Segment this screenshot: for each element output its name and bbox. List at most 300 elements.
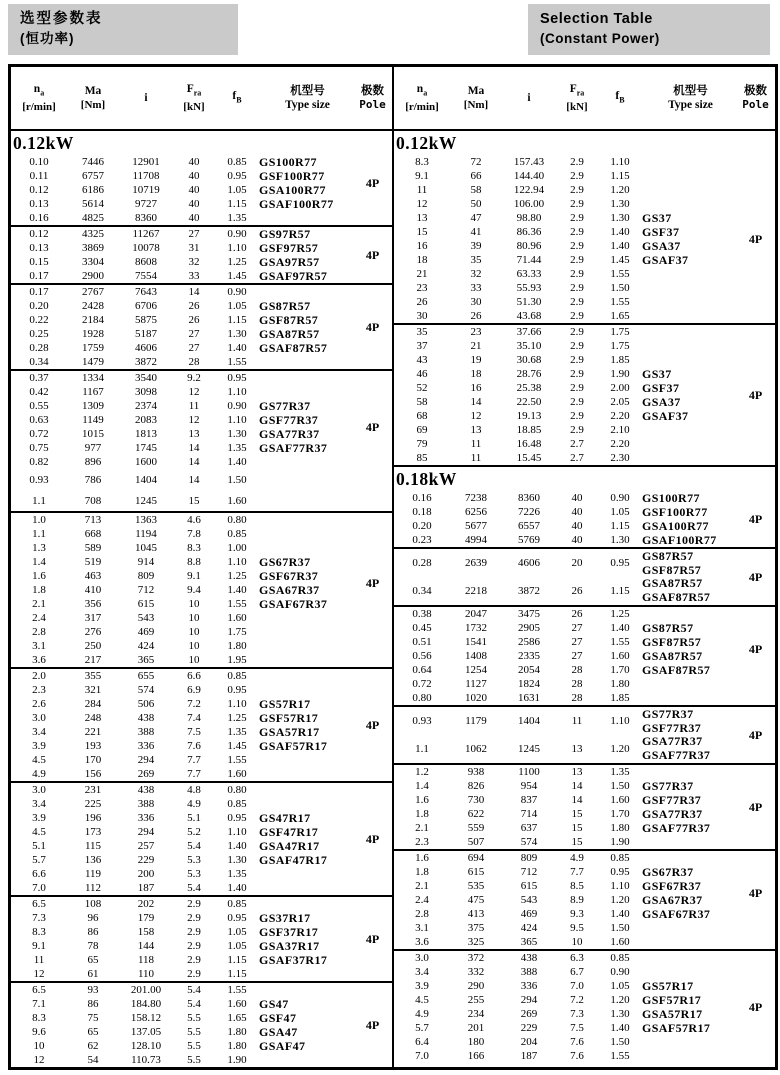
cell-fra: 15: [188, 494, 200, 507]
type-size-label: GSAF77R37: [642, 747, 711, 762]
cell-fb: 1.90: [227, 1054, 247, 1066]
cell-ma: 356: [84, 598, 102, 610]
cell-fb: 1.40: [227, 882, 247, 894]
table-row: [394, 155, 775, 169]
cell-ma: 519: [84, 556, 102, 568]
cell-i: 336: [520, 980, 538, 992]
cell-ma: 977: [84, 442, 102, 454]
cell-ma: 1541: [465, 636, 487, 648]
type-group: [11, 155, 392, 225]
cell-na: 1.8: [415, 808, 429, 820]
pole-value: 4P: [365, 717, 380, 732]
cell-fb: 0.90: [610, 966, 630, 978]
cell-fb: 2.30: [610, 452, 630, 464]
cell-i: 16.48: [516, 438, 542, 450]
cell-fra: 10: [188, 626, 200, 638]
cell-fra: 9.2: [187, 372, 201, 384]
table-row: [394, 663, 775, 677]
type-group: [11, 283, 392, 369]
cell-na: 7.0: [32, 882, 46, 894]
cell-type-size: GSF77R37: [642, 792, 702, 807]
cell-ma: 2184: [82, 314, 104, 326]
cell-i: 1245: [518, 743, 540, 755]
cell-ma: 47: [470, 212, 482, 224]
cell-na: 0.72: [29, 428, 49, 440]
cell-i: 201.00: [130, 984, 162, 996]
cell-i: 424: [520, 922, 538, 934]
cell-i: 86.36: [516, 226, 542, 238]
cell-ma: 1020: [465, 692, 487, 704]
table-row: [394, 893, 775, 907]
cell-ma: 668: [84, 528, 102, 540]
cell-i: 543: [520, 894, 538, 906]
cell-type-size: GSA47R17: [259, 838, 320, 853]
pole-value: 4P: [365, 931, 380, 946]
table-row: [394, 281, 775, 295]
cell-fra: 7.7: [187, 754, 201, 766]
table-row: [11, 569, 392, 583]
table-row: [11, 697, 392, 711]
cell-i: 2586: [518, 636, 540, 648]
cell-fb: 1.85: [610, 692, 630, 704]
cell-fra: 9.1: [187, 570, 201, 582]
pole-value: 4P: [365, 1017, 380, 1032]
table-row: [394, 993, 775, 1007]
cell-fb: 1.35: [610, 766, 630, 778]
type-size-label: GSAF87R57: [642, 589, 711, 604]
cell-fb: 1.65: [227, 1012, 247, 1024]
cell-fb: 1.15: [227, 198, 247, 210]
cell-i: 200: [137, 868, 155, 880]
type-size-label: GSA87R57: [642, 576, 703, 590]
table-row: [394, 169, 775, 183]
cell-fra: 5.5: [187, 1026, 201, 1038]
cell-i: 30.68: [516, 354, 542, 366]
table-row: [394, 211, 775, 225]
cell-i: 51.30: [516, 296, 542, 308]
pole-value: 4P: [748, 569, 763, 584]
cell-i: 187: [520, 1050, 538, 1062]
cell-na: 3.4: [32, 726, 46, 738]
cell-type-size: GSF37R17: [259, 924, 319, 939]
cell-fra: 8.5: [570, 880, 584, 892]
table-row: [11, 783, 392, 797]
cell-na: 4.5: [32, 826, 46, 838]
cell-i: 7554: [135, 270, 157, 282]
cell-na: 7.1: [32, 998, 46, 1010]
cell-fb: 1.20: [610, 743, 630, 755]
table-row: [394, 1035, 775, 1049]
cell-ma: 156: [84, 768, 102, 780]
cell-fb: 1.25: [227, 712, 247, 724]
cell-ma: 58: [470, 184, 482, 196]
cell-type-size: GSF87R57: [642, 634, 702, 649]
cell-i: 22.50: [516, 396, 542, 408]
cell-type-size: GSAF87R57: [642, 662, 711, 677]
table-row: [11, 313, 392, 327]
cell-fra: 14: [188, 456, 200, 468]
cell-fra: 8.9: [570, 894, 584, 906]
cell-fb: 1.10: [227, 386, 247, 398]
cell-i: 6706: [135, 300, 157, 312]
cell-fb: 1.40: [227, 840, 247, 852]
cell-i: 1194: [135, 528, 157, 540]
cell-i: 714: [520, 808, 538, 820]
cell-i: 28.76: [516, 368, 542, 380]
cell-ma: 93: [87, 984, 99, 996]
cell-type-size: GSF97R57: [259, 240, 319, 255]
cell-i: 469: [137, 626, 155, 638]
column-header-type-size: 机型号 Type size: [285, 85, 330, 111]
table-row: [394, 533, 775, 547]
cell-ma: 86: [87, 998, 99, 1010]
cell-fb: 1.60: [610, 650, 630, 662]
column-header-ma: Ma [Nm]: [463, 85, 489, 111]
cell-na: 0.45: [412, 622, 432, 634]
table-row: [11, 541, 392, 555]
cell-fra: 12: [188, 386, 200, 398]
cell-fb: 1.35: [227, 726, 247, 738]
cell-i: 257: [137, 840, 155, 852]
cell-i: 9727: [135, 198, 157, 210]
cell-i: 294: [520, 994, 538, 1006]
cell-i: 7226: [518, 506, 540, 518]
cell-fb: 1.75: [610, 326, 630, 338]
cell-fra: 40: [571, 534, 583, 546]
table-row: [394, 835, 775, 849]
cell-fra: 40: [188, 156, 200, 168]
type-group: [394, 605, 775, 705]
cell-fra: 2.9: [187, 926, 201, 938]
cell-fra: 7.0: [570, 980, 584, 992]
title-box-english: [528, 4, 770, 55]
cell-ma: 375: [467, 922, 485, 934]
cell-fra: 5.3: [187, 854, 201, 866]
table-row: [394, 691, 775, 705]
cell-fb: 1.45: [227, 740, 247, 752]
cell-fra: 7.5: [187, 726, 201, 738]
cell-i: 106.00: [513, 198, 545, 210]
table-row: [394, 765, 775, 779]
cell-i: 2905: [518, 622, 540, 634]
cell-na: 11: [416, 184, 428, 196]
cell-ma: 225: [84, 798, 102, 810]
cell-fb: 1.10: [610, 156, 630, 168]
cell-type-size: GSAF100R77: [642, 532, 717, 547]
cell-i: 204: [520, 1036, 538, 1048]
table-row: [394, 951, 775, 965]
cell-na: 1.8: [415, 866, 429, 878]
cell-type-size: GSA87R57: [259, 326, 320, 341]
cell-na: 0.16: [29, 212, 49, 224]
cell-fb: 1.15: [610, 520, 630, 532]
cell-i: 365: [520, 936, 538, 948]
cell-type-size: GS87R57: [259, 298, 311, 313]
cell-fb: 1.40: [227, 342, 247, 354]
cell-fb: 1.15: [610, 585, 630, 597]
cell-fb: 2.10: [610, 424, 630, 436]
table-row: [11, 953, 392, 967]
cell-na: 13: [416, 212, 428, 224]
cell-fb: 1.15: [227, 954, 247, 966]
table-row: [394, 267, 775, 281]
cell-i: 8360: [518, 492, 540, 504]
cell-fra: 7.8: [187, 528, 201, 540]
cell-i: 424: [137, 640, 155, 652]
selection-table: [8, 64, 778, 1070]
cell-na: 0.28: [412, 557, 432, 569]
cell-i: 388: [520, 966, 538, 978]
cell-fra: 5.4: [187, 840, 201, 852]
cell-ma: 276: [84, 626, 102, 638]
cell-na: 0.13: [29, 242, 49, 254]
cell-i: 179: [137, 912, 155, 924]
cell-i: 615: [520, 880, 538, 892]
cell-fra: 2.9: [570, 310, 584, 322]
cell-na: 21: [416, 268, 428, 280]
table-row: [394, 979, 775, 993]
cell-type-size: GSAF67R37: [259, 596, 328, 611]
table-row: [11, 669, 392, 683]
cell-fb: 1.40: [610, 226, 630, 238]
type-group: [11, 511, 392, 667]
cell-ma: 250: [84, 640, 102, 652]
cell-ma: 33: [470, 282, 482, 294]
column-header-fb: $f_B$: [615, 89, 625, 105]
cell-i: 80.96: [516, 240, 542, 252]
type-size-label: GS87R57: [642, 549, 694, 563]
cell-type-size: GSA37R17: [259, 938, 320, 953]
cell-na: 0.38: [412, 608, 432, 620]
cell-fra: 27: [188, 228, 200, 240]
cell-fra: 2.9: [187, 968, 201, 980]
cell-na: 0.80: [412, 692, 432, 704]
cell-ma: 475: [467, 894, 485, 906]
cell-ma: 321: [84, 684, 102, 696]
cell-ma: 14: [470, 396, 482, 408]
cell-na: 0.42: [29, 386, 49, 398]
cell-na: 52: [416, 382, 428, 394]
table-row: [11, 399, 392, 413]
cell-ma: 938: [467, 766, 485, 778]
cell-i: 655: [137, 670, 155, 682]
table-row: [11, 867, 392, 881]
table-row: [11, 299, 392, 313]
cell-i: 336: [137, 740, 155, 752]
table-row: [394, 921, 775, 935]
cell-na: 0.37: [29, 372, 49, 384]
cell-fra: 5.3: [187, 868, 201, 880]
cell-ma: 1408: [465, 650, 487, 662]
cell-fb: 1.20: [610, 184, 630, 196]
table-row: [394, 1021, 775, 1035]
cell-fra: 2.9: [570, 198, 584, 210]
cell-na: 1.4: [415, 780, 429, 792]
type-size-label: GSF77R37: [642, 720, 702, 735]
cell-type-size: GS67R37: [259, 554, 311, 569]
cell-fb: 0.85: [227, 528, 247, 540]
cell-ma: 119: [84, 868, 102, 880]
table-row: [394, 821, 775, 835]
cell-i: 574: [137, 684, 155, 696]
cell-fra: 2.9: [187, 898, 201, 910]
cell-type-size: GS37R17: [259, 910, 311, 925]
cell-ma: 535: [467, 880, 485, 892]
cell-ma: 16: [470, 382, 482, 394]
cell-type-size: GSF67R37: [642, 878, 702, 893]
cell-i: 122.94: [513, 184, 545, 196]
cell-fra: 15: [571, 836, 583, 848]
cell-i: 110: [137, 968, 155, 980]
table-row: [394, 907, 775, 921]
cell-ma: 112: [84, 882, 102, 894]
cell-type-size: GSF47R17: [259, 824, 319, 839]
cell-type-size: GSAF77R37: [259, 440, 328, 455]
table-row: [11, 490, 392, 511]
table-row: [11, 853, 392, 867]
cell-i: 3872: [135, 356, 157, 368]
table-row: [11, 1025, 392, 1039]
cell-na: 7.3: [32, 912, 46, 924]
page-title-zh: 选型参数表: [20, 11, 103, 27]
cell-fra: 2.7: [570, 452, 584, 464]
cell-type-size: GS100R77: [259, 154, 317, 169]
cell-type-size: GS77R37: [259, 398, 311, 413]
table-row: [394, 851, 775, 865]
cell-fb: 2.00: [610, 382, 630, 394]
cell-ma: 54: [87, 1054, 99, 1066]
cell-fb: 1.80: [227, 1040, 247, 1052]
table-row: [11, 427, 392, 441]
cell-i: 3098: [135, 386, 157, 398]
cell-type-size: GSA57R17: [259, 724, 320, 739]
cell-fb: 1.00: [227, 542, 247, 554]
cell-fb: 1.70: [610, 808, 630, 820]
column-header-fb: $f_B$: [232, 89, 242, 105]
cell-na: 9.1: [415, 170, 429, 182]
cell-na: 4.5: [32, 754, 46, 766]
cell-ma: 11: [470, 438, 482, 450]
table-row: [394, 451, 775, 465]
column-header-fra: $F_{ra}$ [kN]: [566, 82, 588, 114]
type-size-label: GSF87R57: [642, 562, 702, 577]
cell-i: 1813: [135, 428, 157, 440]
cell-na: 0.18: [412, 506, 432, 518]
pole-value: 4P: [748, 999, 763, 1014]
cell-na: 11: [33, 954, 45, 966]
cell-na: 0.93: [29, 473, 49, 486]
cell-na: 1.2: [415, 766, 429, 778]
cell-ma: 3304: [82, 256, 104, 268]
cell-fra: 26: [571, 585, 583, 597]
cell-type-size: GSA67R37: [259, 582, 320, 597]
cell-fb: 1.65: [610, 310, 630, 322]
cell-fra: 7.2: [570, 994, 584, 1006]
cell-fb: 1.05: [610, 980, 630, 992]
table-row: [11, 911, 392, 925]
table-row: [394, 381, 775, 395]
cell-na: 0.15: [29, 256, 49, 268]
type-group: [11, 981, 392, 1067]
table-row: [11, 711, 392, 725]
type-size-label: GS77R37: [642, 707, 694, 721]
cell-fb: 2.20: [610, 438, 630, 450]
cell-na: 23: [416, 282, 428, 294]
cell-ma: 13: [470, 424, 482, 436]
type-group: [394, 547, 775, 605]
table-row: [394, 253, 775, 267]
cell-na: 37: [416, 340, 428, 352]
section-kw-header: 0.12kW: [396, 133, 457, 153]
cell-fb: 1.10: [227, 242, 247, 254]
type-group: [11, 369, 392, 511]
cell-fra: 12: [188, 414, 200, 426]
cell-na: 6.4: [415, 1036, 429, 1048]
cell-na: 7.0: [415, 1050, 429, 1062]
cell-fra: 2.9: [570, 170, 584, 182]
cell-fra: 2.9: [570, 340, 584, 352]
pole-value: 4P: [365, 175, 380, 190]
table-row: [11, 925, 392, 939]
cell-type-size: GSA37: [642, 394, 681, 409]
cell-type-size: GS87R57: [642, 620, 694, 635]
cell-fb: 0.85: [610, 852, 630, 864]
cell-i: 438: [520, 952, 538, 964]
cell-na: 12: [33, 968, 45, 980]
cell-i: 128.10: [130, 1040, 162, 1052]
column-header-pole: 极数 Pole: [742, 85, 769, 111]
cell-na: 5.7: [415, 1022, 429, 1034]
cell-i: 1045: [135, 542, 157, 554]
cell-i: 2374: [135, 400, 157, 412]
cell-fra: 5.2: [187, 826, 201, 838]
cell-na: 9.6: [32, 1026, 46, 1038]
table-row: [394, 793, 775, 807]
cell-i: 809: [137, 570, 155, 582]
cell-fb: 1.25: [610, 608, 630, 620]
cell-fra: 40: [188, 184, 200, 196]
cell-fra: 14: [571, 780, 583, 792]
cell-type-size: GSA67R37: [642, 892, 703, 907]
type-group: [11, 781, 392, 895]
cell-na: 2.4: [32, 612, 46, 624]
cell-type-size: GSA37: [642, 238, 681, 253]
cell-i: 184.80: [130, 998, 162, 1010]
cell-na: 0.25: [29, 328, 49, 340]
cell-ma: 2428: [82, 300, 104, 312]
cell-fra: 4.9: [187, 798, 201, 810]
cell-fra: 40: [571, 520, 583, 532]
table-row: [11, 371, 392, 385]
cell-type-size: GSF100R77: [259, 168, 325, 183]
cell-ma: 2047: [465, 608, 487, 620]
cell-fb: 1.05: [227, 926, 247, 938]
cell-fra: 7.2: [187, 698, 201, 710]
cell-fb: 1.35: [227, 442, 247, 454]
cell-ma: 1149: [82, 414, 104, 426]
cell-fb: 1.80: [610, 822, 630, 834]
cell-ma: 1309: [82, 400, 104, 412]
table-row: [11, 469, 392, 490]
cell-ma: 694: [467, 852, 485, 864]
column-header-i: i: [527, 92, 531, 104]
cell-fra: 40: [188, 212, 200, 224]
cell-ma: 2639: [465, 557, 487, 569]
cell-type-size: GSAF37R17: [259, 952, 328, 967]
cell-fb: 0.95: [227, 912, 247, 924]
cell-na: 0.12: [29, 184, 49, 196]
cell-fb: 1.95: [227, 654, 247, 666]
